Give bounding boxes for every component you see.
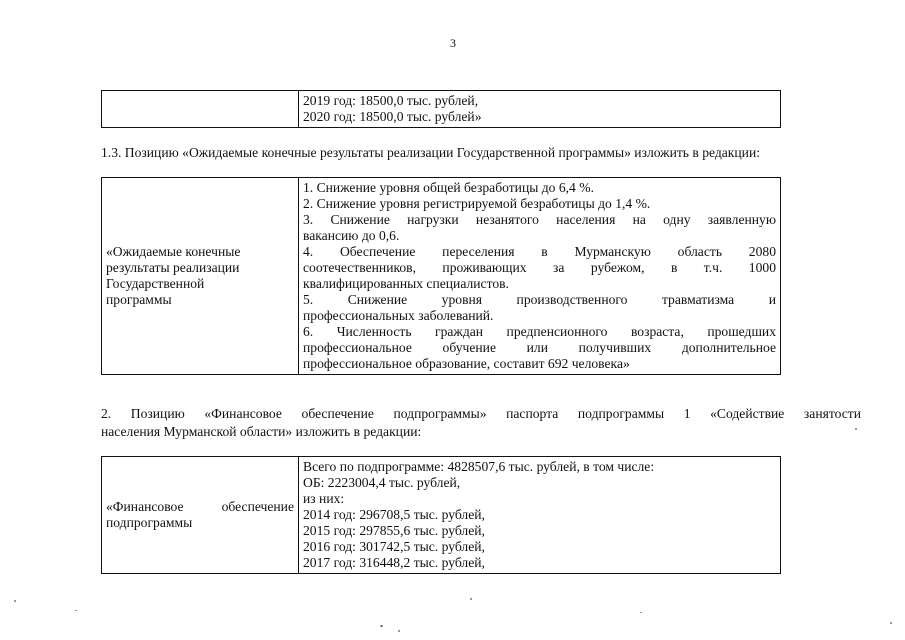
table-expected-results [101, 177, 781, 375]
financing-line: 2016 год: 301742,5 тыс. рублей, [303, 539, 485, 554]
financing-line: Всего по подпрограмме: 4828507,6 тыс. рублей, в том числе: [303, 459, 655, 474]
table-line: 2019 год: 18500,0 тыс. рублей, [303, 93, 479, 108]
table-row [102, 178, 781, 375]
financing-line: из них: [303, 491, 345, 506]
result-item-2: 2. Снижение уровня регистрируемой безработицы до 1,4 %. [303, 196, 651, 211]
result-item-5: 5. Снижение уровня производственного травматизма и [303, 292, 776, 307]
result-item-3: 3. Снижение нагрузки незанятого населения на одну заявленную [303, 212, 776, 227]
scan-speck [75, 610, 77, 611]
left-label-line: программы [106, 292, 172, 307]
scan-speck [380, 625, 383, 627]
table-row [102, 457, 781, 574]
paragraph-2 [101, 405, 861, 441]
table-cell-right [299, 457, 781, 574]
paragraph-1-3: 1.3. Позицию «Ожидаемые конечные результаты реализации Государственной программы» изложить в редакции: [101, 145, 761, 160]
scan-speck [890, 622, 892, 624]
scan-speck [398, 630, 400, 632]
scan-speck [640, 612, 642, 613]
result-item-6-cont: профессиональное обучение или получивших дополнительное [303, 340, 776, 355]
result-item-4: 4. Обеспечение переселения в Мурманскую область 2080 [303, 244, 776, 259]
table-line: 2020 год: 18500,0 тыс. рублей» [303, 109, 482, 124]
table-cell-right [299, 178, 781, 375]
left-label-line: подпрограммы [106, 515, 193, 530]
result-item-6-cont: профессиональное образование, составит 692 человека» [303, 356, 630, 371]
table-cell-right [299, 91, 781, 128]
table-financing-end [101, 90, 781, 128]
table-subprogram-financing [101, 456, 781, 574]
left-label-line: «Финансовое обеспечение [106, 499, 294, 514]
paragraph-2-line-1: 2. Позицию «Финансовое обеспечение подпрограммы» паспорта подпрограммы 1 «Содействие занятости [101, 406, 861, 421]
result-item-5-cont: профессиональных заболеваний. [303, 308, 494, 323]
paragraph-2-line-2: населения Мурманской области» изложить в редакции: [101, 424, 422, 439]
financing-line: 2017 год: 316448,2 тыс. рублей, [303, 555, 485, 570]
result-item-6: 6. Численность граждан предпенсионного возраста, прошедших [303, 324, 776, 339]
page-number: 3 [450, 36, 456, 50]
result-item-4-cont: квалифицированных специалистов. [303, 276, 509, 291]
result-item-1: 1. Снижение уровня общей безработицы до 6,4 %. [303, 180, 594, 195]
table-cell-left [102, 178, 299, 375]
financing-line: ОБ: 2223004,4 тыс. рублей, [303, 475, 461, 490]
left-label-line: результаты реализации [106, 260, 240, 275]
left-label-line: Государственной [106, 276, 205, 291]
result-item-4-cont: соотечественников, проживающих за рубежом, в т.ч. 1000 [303, 260, 776, 275]
scan-speck [14, 600, 16, 602]
financing-line: 2014 год: 296708,5 тыс. рублей, [303, 507, 485, 522]
table-cell-left [102, 457, 299, 574]
scan-speck [855, 428, 857, 430]
scan-speck [470, 598, 472, 600]
left-label-line: «Ожидаемые конечные [106, 244, 241, 259]
table-row [102, 91, 781, 128]
result-item-3-cont: вакансию до 0,6. [303, 228, 400, 243]
table-cell-left [102, 91, 299, 128]
financing-line: 2015 год: 297855,6 тыс. рублей, [303, 523, 485, 538]
